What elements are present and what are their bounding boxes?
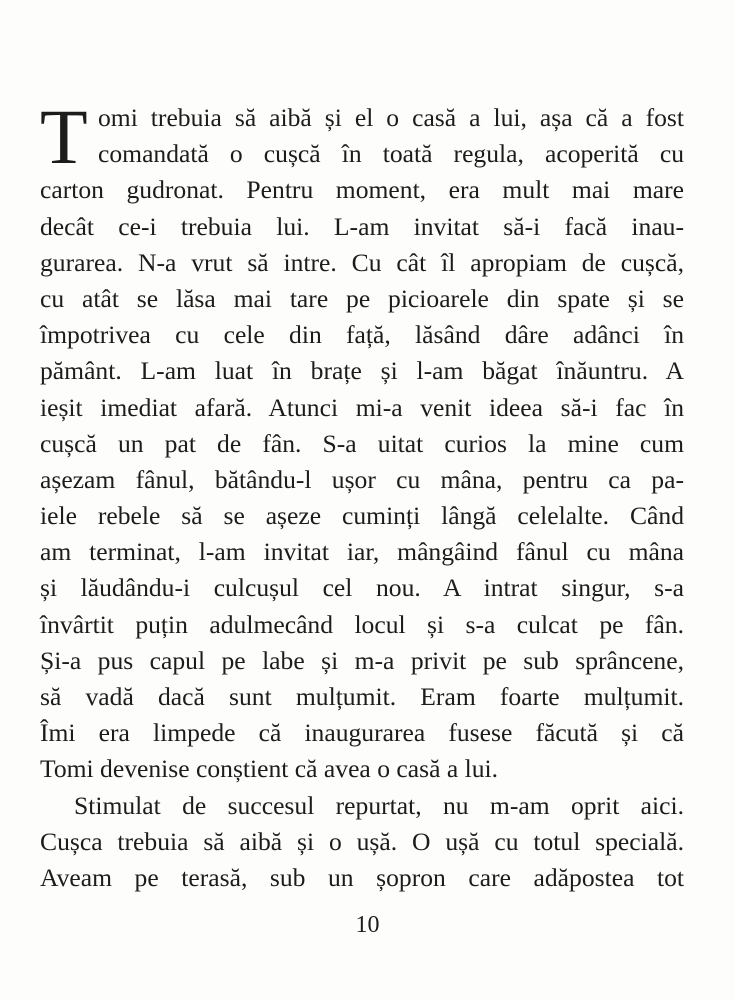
text-line: să vadă dacă sunt mulțumit. Eram foarte mulțumit. [40, 682, 684, 711]
drop-cap: T [40, 93, 88, 180]
text-line: Cușca trebuia să aibă și o ușă. O ușă cu totul specială. [40, 826, 684, 856]
text-line: cușcă un pat de fân. S-a uitat curios la mine cum [40, 428, 684, 458]
text-line: gurarea. N-a vrut să intre. Cu cât îl apropiam de cușcă, [40, 247, 684, 277]
page-number: 10 [355, 912, 380, 938]
text-block [40, 93, 684, 896]
text-line: Și-a pus capul pe labe și m-a privit pe sub sprâncene, [40, 645, 684, 675]
text-line: decât ce-i trebuia lui. L-am invitat să-i facă inau- [40, 211, 684, 241]
text-line: pământ. L-am luat în brațe și l-am băgat înăuntru. A [40, 356, 684, 386]
text-line: comandată o cușcă în toată regula, acoperită cu [98, 139, 684, 169]
paragraph-1 [40, 93, 684, 788]
text-line: ieșit imediat afară. Atunci mi-a venit ideea să-i fac în [40, 392, 684, 422]
text-line: cu atât se lăsa mai tare pe picioarele din spate și se [40, 283, 684, 313]
text-line: Aveam pe terasă, sub un șopron care adăpostea tot [40, 862, 684, 892]
text-line: am terminat, l-am invitat iar, mângâind fânul cu mâna [40, 537, 684, 567]
text-line: Stimulat de succesul repurtat, nu m-am oprit aici. [74, 790, 684, 820]
paragraph-2 [40, 788, 684, 897]
text-line: Tomi devenise conștient că avea o casă a lui. [40, 754, 499, 784]
text-line: carton gudronat. Pentru moment, era mult mai mare [40, 175, 684, 205]
text-line: iele rebele să se așeze cuminți lângă celelalte. Când [40, 501, 684, 531]
text-line: omi trebuia să aibă și el o casă a lui, așa că a fost [98, 103, 684, 132]
text-line: și lăudându-i culcușul cel nou. A intrat singur, s-a [40, 573, 684, 603]
text-line: așezam fânul, bătându-l ușor cu mâna, pentru ca pa- [40, 464, 684, 494]
text-line: împotrivea cu cele din față, lăsând dâre adânci în [40, 320, 684, 350]
text-line: Îmi era limpede că inaugurarea fusese făcută și că [40, 718, 684, 748]
text-line: învârtit puțin adulmecând locul și s-a culcat pe fân. [40, 609, 684, 639]
